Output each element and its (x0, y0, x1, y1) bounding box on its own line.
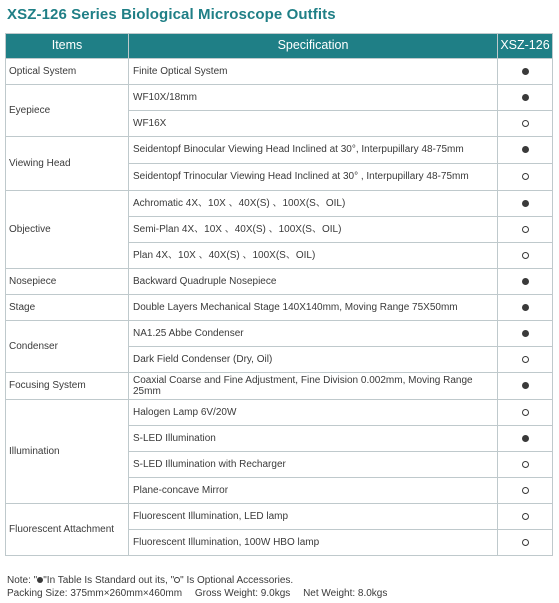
availability-cell (498, 191, 553, 217)
table-row (6, 321, 553, 347)
spec-cell: S-LED Illumination (129, 426, 498, 452)
optional-circle-icon (522, 120, 529, 127)
optional-circle-icon (522, 173, 529, 180)
spec-cell: Plane-concave Mirror (129, 478, 498, 504)
packing-info (7, 588, 397, 600)
table-row (6, 373, 553, 400)
availability-cell (498, 426, 553, 452)
standard-dot-icon (522, 382, 529, 389)
spec-cell: Backward Quadruple Nosepiece (129, 269, 498, 295)
spec-cell: WF10X/18mm (129, 85, 498, 111)
category-cell: Condenser (6, 321, 129, 373)
table-row (6, 59, 553, 85)
availability-cell (498, 269, 553, 295)
spec-cell: S-LED Illumination with Recharger (129, 452, 498, 478)
availability-cell (498, 530, 553, 556)
category-cell: Eyepiece (6, 85, 129, 137)
availability-cell (498, 217, 553, 243)
category-cell: Optical System (6, 59, 129, 85)
category-cell: Focusing System (6, 373, 129, 400)
optional-circle-icon (522, 513, 529, 520)
availability-cell (498, 321, 553, 347)
standard-dot-icon (522, 304, 529, 311)
availability-cell (498, 243, 553, 269)
availability-cell (498, 164, 553, 191)
legend-note (7, 575, 293, 587)
availability-cell (498, 85, 553, 111)
standard-dot-icon (522, 94, 529, 101)
spec-cell: Achromatic 4X、10X 、40X(S) 、100X(S、OIL) (129, 191, 498, 217)
availability-cell (498, 478, 553, 504)
table-row (6, 137, 553, 164)
optional-circle-icon (522, 461, 529, 468)
standard-dot-icon (522, 330, 529, 337)
standard-dot-icon (522, 200, 529, 207)
table-body (6, 59, 553, 556)
packing-size: Packing Size: 375mm×260mm×460mm (7, 588, 183, 599)
note-optional-text: " Is Optional Accessories. (180, 575, 294, 586)
spec-cell: NA1.25 Abbe Condenser (129, 321, 498, 347)
availability-cell (498, 295, 553, 321)
spec-cell: Finite Optical System (129, 59, 498, 85)
standard-dot-icon (522, 68, 529, 75)
table-row (6, 295, 553, 321)
header-items: Items (6, 34, 129, 59)
optional-circle-icon (522, 539, 529, 546)
table-row (6, 191, 553, 217)
page-title: XSZ-126 Series Biological Microscope Outfits (7, 6, 336, 23)
spec-cell: Fluorescent Illumination, LED lamp (129, 504, 498, 530)
note-standard-text: "In Table Is Standard out its, " (43, 575, 175, 586)
category-cell: Objective (6, 191, 129, 269)
standard-dot-icon (522, 278, 529, 285)
availability-cell (498, 373, 553, 400)
spec-cell: Dark Field Condenser (Dry, Oil) (129, 347, 498, 373)
standard-dot-icon (522, 146, 529, 153)
category-cell: Fluorescent Attachment (6, 504, 129, 556)
category-cell: Stage (6, 295, 129, 321)
availability-cell (498, 400, 553, 426)
category-cell: Nosepiece (6, 269, 129, 295)
availability-cell (498, 504, 553, 530)
availability-cell (498, 137, 553, 164)
spec-cell: Semi-Plan 4X、10X 、40X(S) 、100X(S、OIL) (129, 217, 498, 243)
category-cell: Viewing Head (6, 137, 129, 191)
standard-dot-icon (522, 435, 529, 442)
gross-weight: Gross Weight: 9.0kgs (194, 588, 291, 599)
spec-cell: Seidentopf Trinocular Viewing Head Inclined at 30° , Interpupillary 48-75mm (129, 164, 498, 191)
header-model: XSZ-126 (498, 34, 553, 59)
optional-circle-icon (522, 356, 529, 363)
category-cell: Illumination (6, 400, 129, 504)
table-row (6, 504, 553, 530)
specification-table (5, 33, 553, 556)
table-row (6, 85, 553, 111)
note-prefix: Note: " (7, 575, 38, 586)
optional-circle-icon (522, 226, 529, 233)
spec-cell: Plan 4X、10X 、40X(S) 、100X(S、OIL) (129, 243, 498, 269)
table-header-row (6, 34, 553, 59)
spec-cell: Double Layers Mechanical Stage 140X140mm, Moving Range 75X50mm (129, 295, 498, 321)
spec-cell: Fluorescent Illumination, 100W HBO lamp (129, 530, 498, 556)
table-row (6, 269, 553, 295)
spec-cell: Coaxial Coarse and Fine Adjustment, Fine Division 0.002mm, Moving Range 25mm (129, 373, 498, 400)
table-row (6, 400, 553, 426)
net-weight: Net Weight: 8.0kgs (303, 588, 388, 599)
optional-circle-icon (522, 487, 529, 494)
optional-circle-icon (522, 252, 529, 259)
availability-cell (498, 59, 553, 85)
header-specification: Specification (129, 34, 498, 59)
spec-cell: Halogen Lamp 6V/20W (129, 400, 498, 426)
availability-cell (498, 452, 553, 478)
spec-cell: Seidentopf Binocular Viewing Head Inclined at 30°, Interpupillary 48-75mm (129, 137, 498, 164)
spec-cell: WF16X (129, 111, 498, 137)
availability-cell (498, 347, 553, 373)
optional-circle-icon (522, 409, 529, 416)
availability-cell (498, 111, 553, 137)
